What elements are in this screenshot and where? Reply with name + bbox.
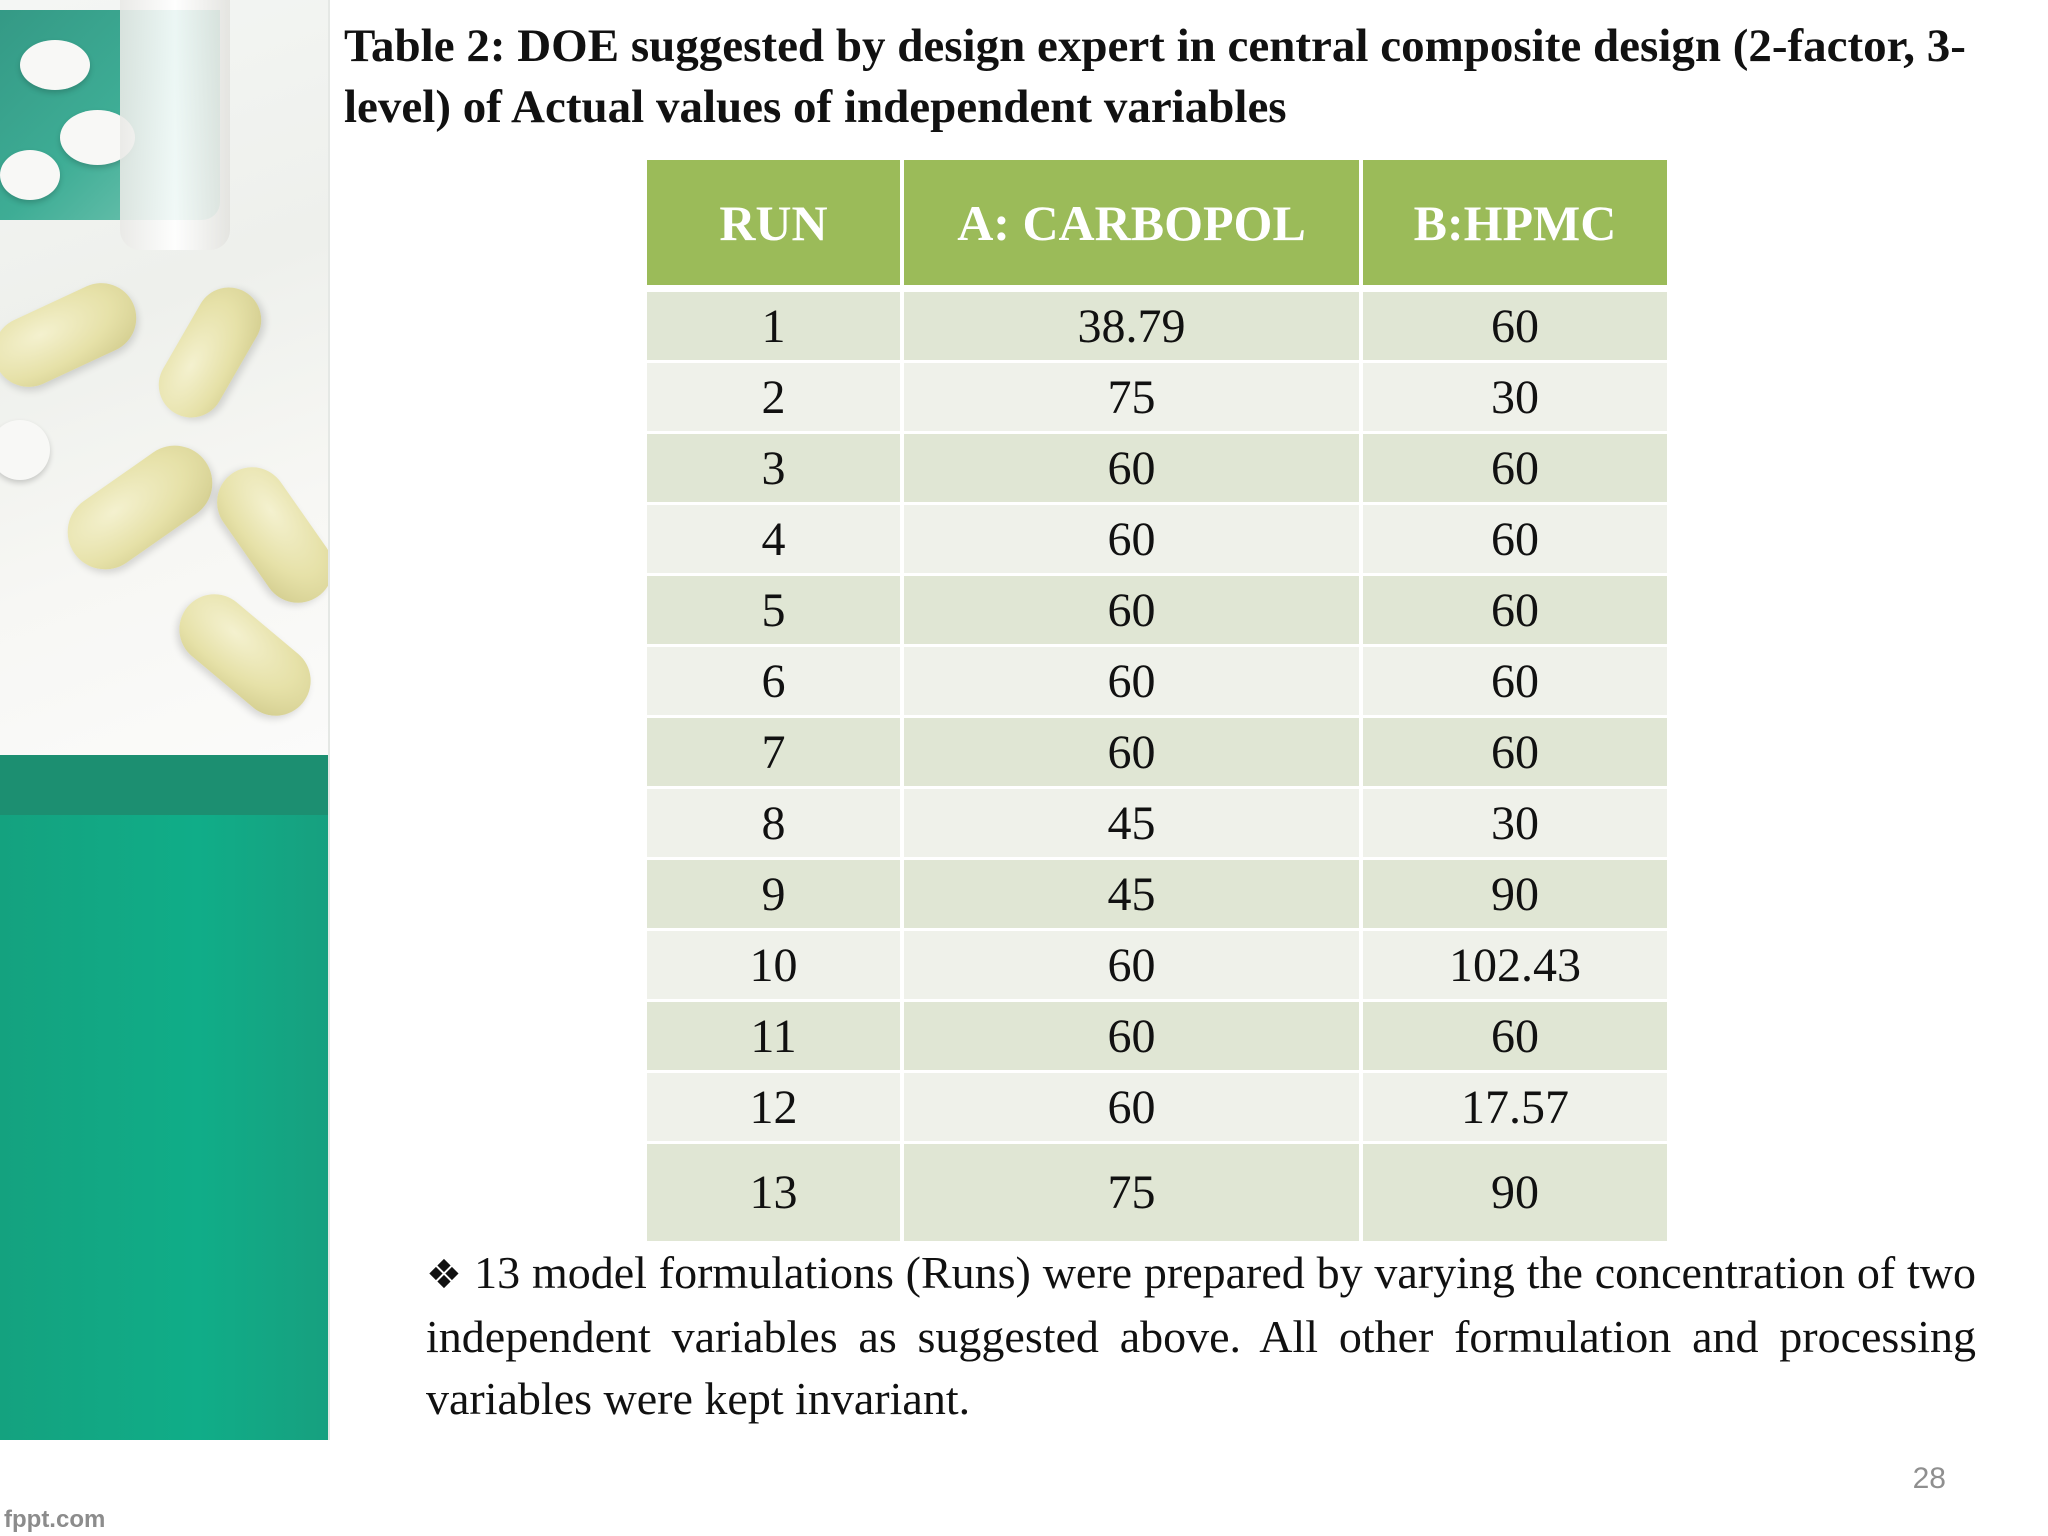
white-tablet-image [0,420,50,480]
capsule-image [203,453,330,616]
teal-block [0,815,330,1440]
capsule-image [53,431,227,584]
cell-carbopol: 60 [902,575,1361,646]
table-row [647,930,1667,1001]
cell-run: 8 [647,788,902,859]
decorative-side-panel [0,0,330,1536]
cell-carbopol: 75 [902,362,1361,433]
cell-hpmc: 60 [1361,433,1667,504]
fppt-logo: fppt.com [4,1506,106,1533]
capsule-image [0,272,148,399]
white-tablet-image [20,40,90,90]
cell-hpmc: 60 [1361,717,1667,788]
cell-run: 10 [647,930,902,1001]
cell-hpmc: 90 [1361,1143,1667,1243]
cell-hpmc: 60 [1361,504,1667,575]
table-row [647,504,1667,575]
cell-carbopol: 60 [902,646,1361,717]
cell-carbopol: 60 [902,504,1361,575]
table-header-row [647,160,1667,289]
cell-hpmc: 60 [1361,575,1667,646]
diamond-bullet-icon: ❖ [426,1252,463,1298]
note-paragraph [426,1242,1976,1430]
cell-carbopol: 60 [902,930,1361,1001]
cell-carbopol: 60 [902,717,1361,788]
cell-run: 5 [647,575,902,646]
cell-carbopol: 45 [902,788,1361,859]
cell-hpmc: 60 [1361,646,1667,717]
header-run: RUN [647,160,902,289]
cell-run: 7 [647,717,902,788]
header-carbopol: A: CARBOPOL [902,160,1361,289]
cell-run: 13 [647,1143,902,1243]
page-number: 28 [1912,1462,1946,1495]
cell-run: 9 [647,859,902,930]
note-text: 13 model formulations (Runs) were prepared by varying the concentration of two independent variables as suggested above. All other formulation and processing variables were kept invariant. [426,1247,1976,1424]
cell-hpmc: 102.43 [1361,930,1667,1001]
cell-carbopol: 60 [902,433,1361,504]
cell-hpmc: 60 [1361,289,1667,362]
cell-carbopol: 60 [902,1001,1361,1072]
cell-hpmc: 90 [1361,859,1667,930]
bottle-image [120,0,230,250]
table-row [647,433,1667,504]
table-row [647,1143,1667,1243]
cell-carbopol: 75 [902,1143,1361,1243]
slide-title: Table 2: DOE suggested by design expert in central composite design (2-factor, 3-level) of Actual values of independent variables [344,20,1966,133]
pills-photo [0,0,330,755]
cell-run: 11 [647,1001,902,1072]
teal-stripe [0,755,330,815]
capsule-image [147,276,273,430]
cell-carbopol: 60 [902,1072,1361,1143]
vertical-divider [328,0,330,1440]
cell-run: 3 [647,433,902,504]
white-tablet-image [0,150,60,200]
cell-hpmc: 30 [1361,788,1667,859]
table-row [647,1072,1667,1143]
table-row [647,646,1667,717]
doe-table [647,160,1667,1244]
table-row [647,575,1667,646]
cell-carbopol: 38.79 [902,289,1361,362]
cell-run: 1 [647,289,902,362]
table-row [647,362,1667,433]
cell-run: 6 [647,646,902,717]
table-row [647,788,1667,859]
table-row [647,1001,1667,1072]
table-row [647,859,1667,930]
cell-carbopol: 45 [902,859,1361,930]
cell-hpmc: 17.57 [1361,1072,1667,1143]
cell-run: 2 [647,362,902,433]
cell-run: 4 [647,504,902,575]
cell-run: 12 [647,1072,902,1143]
table-row [647,717,1667,788]
table-row [647,289,1667,362]
cell-hpmc: 30 [1361,362,1667,433]
header-hpmc: B:HPMC [1361,160,1667,289]
cell-hpmc: 60 [1361,1001,1667,1072]
